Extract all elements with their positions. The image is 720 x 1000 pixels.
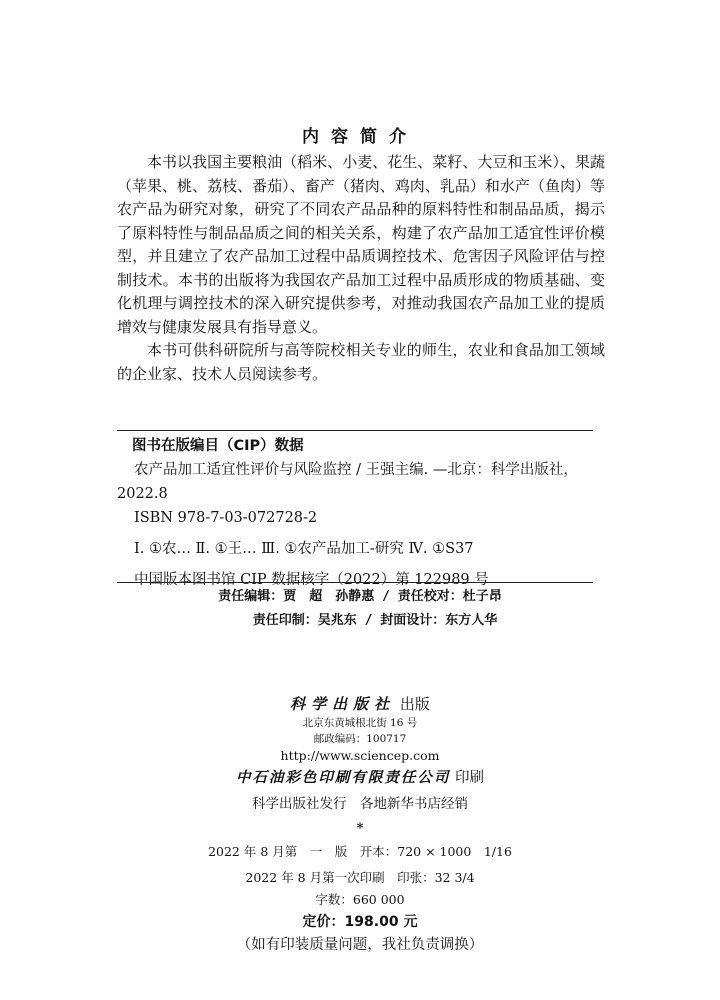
cip-isbn: ISBN 978-7-03-072728-2 [134, 510, 318, 526]
editorial-credits [0, 585, 720, 633]
summary-text [117, 151, 605, 386]
publisher-name: 科学出版社 [290, 695, 396, 713]
cip-block [117, 458, 593, 592]
printer-name: 中石油彩色印刷有限责任公司 [235, 769, 451, 786]
printing-info: 2022 年 8 月第一次印刷 印张：32 3/4 [245, 870, 475, 885]
summary-title: 内容简介 [302, 127, 418, 147]
word-count: 字数：660 000 [315, 892, 405, 907]
cip-verification: 中国版本图书馆 CIP 数据核字（2022）第 122989 号 [134, 572, 489, 588]
cip-header: 图书在版编目（CIP）数据 [132, 438, 304, 454]
cip-date-line: 2022.8 [117, 486, 168, 502]
publisher-url: http://www.sciencep.com [280, 748, 440, 763]
summary-paragraph: 本书以我国主要粮油（稻米、小麦、花生、菜籽、大豆和玉米）、果蔬（苹果、桃、荔枝、番茄）、畜产（猪肉、鸡肉、乳品）和水产（鱼肉）等农产品为研究对象，研究了不同农产品品种的原料特性和制品品质，揭示了原料特性与制品品质之间的相关关系，构建了农产品加工适宜性评价模型，并且建立了农产品加工过程中品质调控技术、危害因子风险评估与控制技术。本书的出版将为我国农产品加工过程中品质形成的物质基础、变化机理与调控技术的深入研究提供参考，对推动我国农产品加工业的提质增效与健康发展具有指导意义。 [117, 153, 605, 336]
editor-line: 责任编辑：贾 超 孙静惠 / 责任校对：杜子昂 [218, 589, 502, 604]
postcode: 邮政编码：100717 [313, 733, 407, 745]
publisher-line [0, 693, 720, 715]
edition-info: 2022 年 8 月第 一 版 开本：720 × 1000 1/16 [208, 844, 512, 859]
production-line: 责任印制：吴兆东 / 封面设计：东方人华 [252, 613, 498, 628]
imprint-block [0, 693, 720, 956]
separator-star: * [356, 821, 364, 836]
price: 定价：198.00 元 [302, 914, 418, 930]
publisher-suffix: 出版 [395, 695, 430, 713]
distribution: 科学出版社发行 各地新华书店经销 [252, 796, 468, 812]
quality-note: （如有印装质量问题，我社负责调换） [236, 937, 484, 953]
cip-bottom-rule [117, 582, 593, 583]
summary-paragraph: 本书可供科研院所与高等院校相关专业的师生，农业和食品加工领域的企业家、技术人员阅读参考。 [117, 341, 605, 383]
cip-title-line: 农产品加工适宜性评价与风险监控 / 王强主编. —北京：科学出版社， [134, 462, 578, 478]
cip-classification: Ⅰ. ①农… Ⅱ. ①王… Ⅲ. ①农产品加工-研究 Ⅳ. ①S37 [134, 541, 474, 557]
publisher-address: 北京东黄城根北街 16 号 [302, 717, 418, 729]
printer-suffix: 印刷 [450, 770, 485, 786]
cip-top-rule [117, 430, 593, 431]
printer-line [0, 767, 720, 789]
